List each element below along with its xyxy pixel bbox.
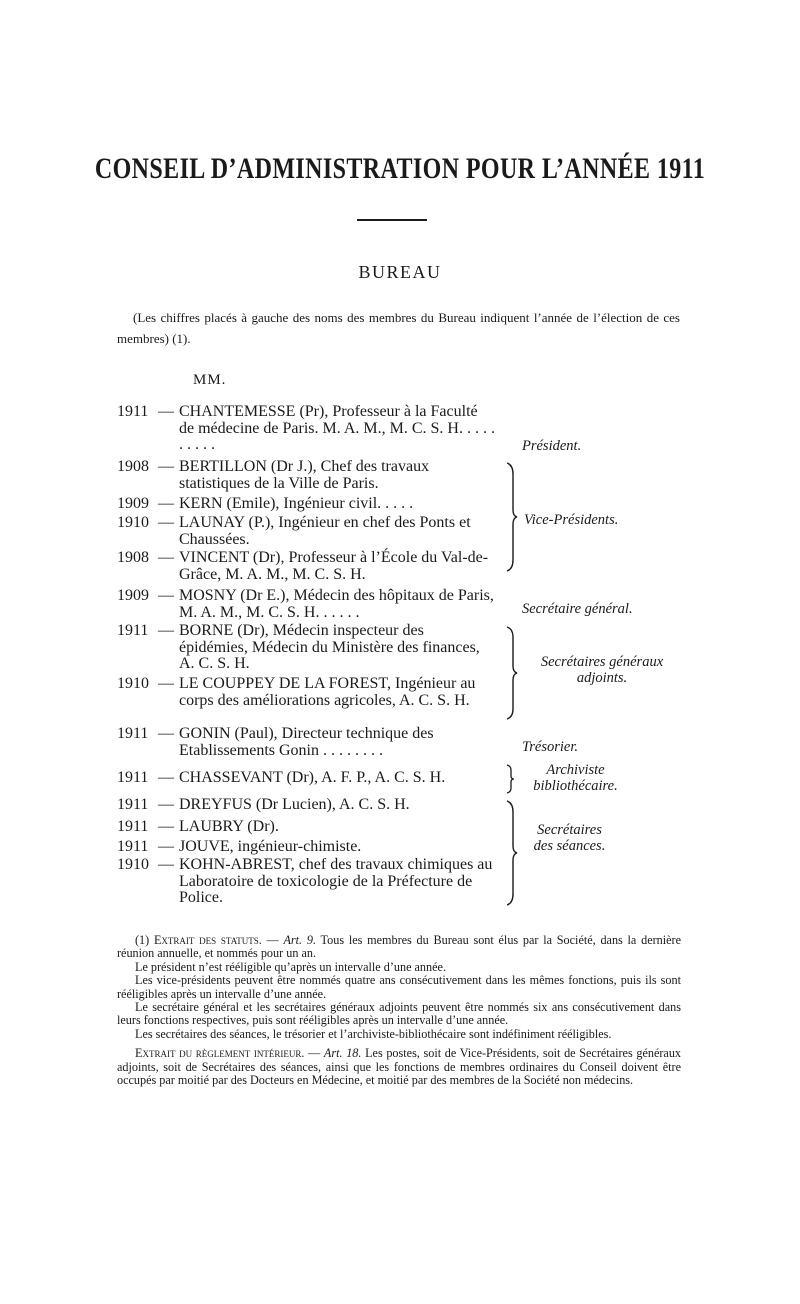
role-line: Archiviste [546, 762, 605, 778]
footnote-article: Art. 9. [283, 933, 316, 947]
entry-year: 1908 [117, 458, 149, 475]
entry-year: 1909 [117, 587, 149, 604]
entry-dash: — [158, 769, 174, 786]
entry-text: BERTILLON (Dr J.), Chef des travaux statistiques de la Ville de Paris. [179, 458, 430, 492]
entry-text: KERN (Emile), Ingénieur civil. . . . . [179, 495, 414, 512]
entry-year: 1911 [117, 796, 149, 813]
role-secretaire-general: Secrétaire général. [522, 601, 633, 617]
role-line: des séances. [533, 838, 606, 854]
entry-dash: — [158, 495, 174, 512]
entry-dash: — [158, 403, 174, 420]
footnote-label: (1) Extrait des statuts. — [135, 933, 279, 947]
footnote-reglement [117, 1047, 681, 1087]
entry-text: CHASSEVANT (Dr), A. F. P., A. C. S. H. [179, 769, 446, 786]
entry-dash: — [158, 549, 174, 566]
role-line: Secrétaires généraux [540, 654, 664, 670]
entry-year: 1911 [117, 818, 149, 835]
footnotes [117, 934, 681, 1087]
entry-year: 1908 [117, 549, 149, 566]
footnote-paragraph: Les secrétaires des séances, le trésorier et l’archiviste-bibliothécaire sont indéfiniment rééligibles. [135, 1026, 612, 1041]
entry-year: 1911 [117, 725, 149, 742]
title-rule [357, 219, 427, 221]
entry-dash: — [158, 587, 174, 604]
entry-year: 1911 [117, 403, 149, 420]
entry-dash: — [158, 818, 174, 835]
entry-year: 1910 [117, 856, 149, 873]
entry-year: 1911 [117, 769, 149, 786]
section-heading: BUREAU [358, 262, 442, 282]
entry-year: 1911 [117, 838, 149, 855]
role-tresorier: Trésorier. [522, 739, 579, 755]
footnote-paragraph: Le président n’est rééligible qu’après un intervalle d’une année. [135, 959, 446, 974]
role-vice-presidents: Vice-Présidents. [524, 512, 619, 528]
entry-text: LAUNAY (P.), Ingénieur en chef des Ponts et Chaussées. [179, 514, 471, 548]
footnote-text: Tous les membres du Bureau sont élus par la Société, dans la dernière réunion annuelle, et nommés pour un an. [117, 933, 682, 961]
entry-text: CHANTEMESSE (Pr), Professeur à la Faculté de médecine de Paris. M. A. M., M. C. S. H. . . . . . . . . . [179, 403, 495, 453]
role-line: adjoints. [576, 670, 628, 686]
entry-year: 1909 [117, 495, 149, 512]
role-line: Secrétaires [537, 822, 602, 838]
page-title: CONSEIL D’ADMINISTRATION POUR L’ANNÉE 1911 [94, 152, 706, 185]
role-secretaires-seances [522, 822, 617, 854]
entry-text: BORNE (Dr), Médecin inspecteur des épidémies, Médecin du Ministère des finances, A. C. S. H. [179, 622, 480, 672]
entry-year: 1911 [117, 622, 149, 639]
role-archiviste [518, 762, 633, 794]
entry-text: KOHN-ABREST, chef des travaux chimiques au Laboratoire de toxicologie de la Préfecture de Police. [179, 856, 493, 906]
entry-year: 1910 [117, 514, 149, 531]
entry-dash: — [158, 514, 174, 531]
entry-text: GONIN (Paul), Directeur technique des Etablissements Gonin . . . . . . . . [179, 725, 434, 759]
footnote-paragraph: Le secrétaire général et les secrétaires généraux adjoints peuvent être nommés six ans consécutivement dans leurs fonctions respectives, puis sont rééligibles après un intervalle d’une année. [117, 1000, 681, 1028]
role-secretaires-generaux-adjoints [522, 654, 682, 686]
intro-paragraph: (Les chiffres placés à gauche des noms des membres du Bureau indiquent l’année de l’élection de ces membres) (1). [117, 310, 680, 346]
entry-dash: — [158, 725, 174, 742]
footnote-text: Les postes, soit de Vice-Présidents, soit de Secrétaires généraux adjoints, soit de Secrétaires des séances, ainsi que les fonctions de membres ordinaires du Conseil doivent être occupés par moitié par des Docteurs en Médecine, et moitié par des membres de la Société non médecins. [117, 1046, 682, 1088]
entry-dash: — [158, 838, 174, 855]
footnote-statuts [117, 934, 681, 961]
footnote-paragraph: Les vice-présidents peuvent être nommés quatre ans consécutivement dans les mêmes fonctions, puis ils sont rééligibles après un intervalle d’une année. [117, 973, 681, 1001]
entry-text: DREYFUS (Dr Lucien), A. C. S. H. [179, 796, 410, 813]
entry-text: LE COUPPEY DE LA FOREST, Ingénieur au corps des améliorations agricoles, A. C. S. H. [179, 675, 476, 709]
entry-dash: — [158, 856, 174, 873]
brace-vice-presidents [504, 462, 518, 572]
entry-text: LAUBRY (Dr). [179, 818, 279, 835]
entry-dash: — [158, 796, 174, 813]
entry-text: VINCENT (Dr), Professeur à l’École du Val-de-Grâce, M. A. M., M. C. S. H. [179, 549, 489, 583]
entry-dash: — [158, 622, 174, 639]
role-line: bibliothécaire. [533, 778, 618, 794]
salutation: MM. [193, 372, 227, 388]
brace-archiviste [504, 764, 516, 794]
brace-secretaires-adjoints [504, 626, 518, 720]
entry-text: JOUVE, ingénieur-chimiste. [179, 838, 362, 855]
brace-secretaires-seances [504, 800, 518, 906]
footnote-article: Art. 18. [323, 1046, 362, 1061]
role-president: Président. [522, 438, 582, 454]
entry-dash: — [158, 458, 174, 475]
entry-text: MOSNY (Dr E.), Médecin des hôpitaux de Paris, M. A. M., M. C. S. H. . . . . . [179, 587, 494, 621]
footnote-label: Extrait du règlement intérieur. — [135, 1046, 321, 1061]
entry-year: 1910 [117, 675, 149, 692]
entry-dash: — [158, 675, 174, 692]
